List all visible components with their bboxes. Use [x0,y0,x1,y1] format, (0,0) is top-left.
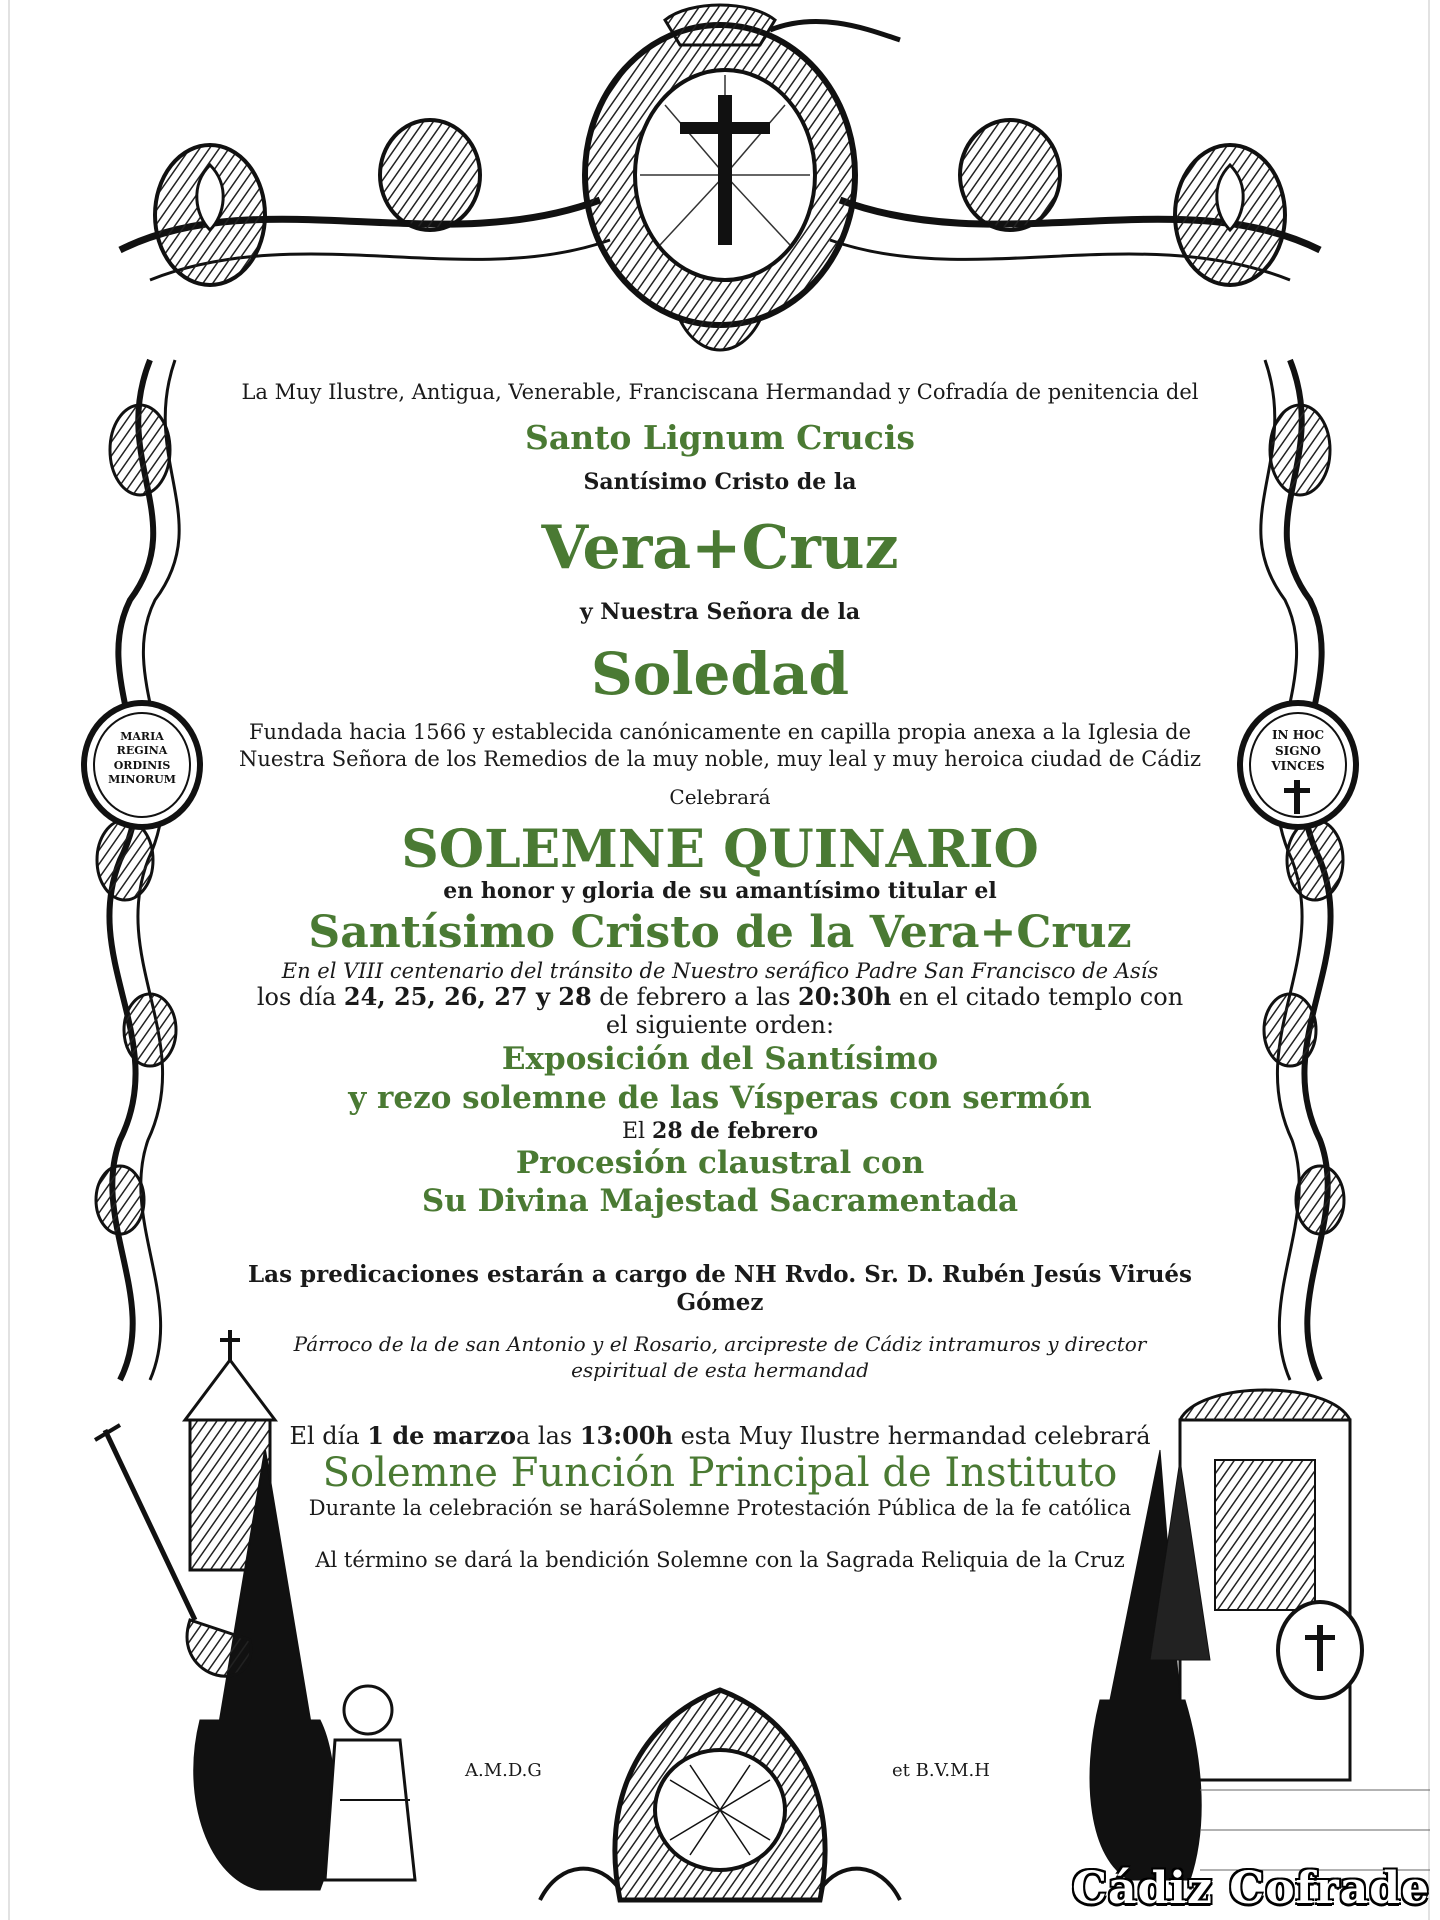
centenario-line: En el VIII centenario del tránsito de Nuestro seráfico Padre San Francisco de Asís [281,958,1159,983]
dates-pre: los día [256,982,344,1011]
parroco-line: Párroco de la de san Antonio y el Rosario, arcipreste de Cádiz intramuros y director espiritual de esta hermandad [293,1332,1147,1383]
march1-pre: El día [289,1422,368,1451]
quinario-title: SOLEMNE QUINARIO [401,819,1039,881]
en-honor-line: en honor y gloria de su amantísimo titular el [443,877,997,904]
cristo-vera-cruz-title: Santísimo Cristo de la Vera+Cruz [308,906,1132,958]
exposicion-line: Exposición del Santísimo [501,1041,939,1078]
procesion-line: Procesión claustral con [515,1144,925,1181]
vera-cruz-title: Vera+Cruz [541,513,899,583]
watermark: Cádiz Cofrade [1071,1863,1430,1914]
cross-medallion [585,5,900,350]
nuestra-senora-line: y Nuestra Señora de la [579,599,861,625]
amdg-text: A.M.D.G [465,1760,542,1781]
march1-line [200,1421,1240,1450]
bottom-center-ornament [540,1690,900,1900]
quinario-dates [250,983,1190,1041]
march1-mid: a las [515,1422,580,1451]
feb28-pre: El [621,1118,653,1144]
dates-days: 24, 25, 26, 27 y 28 [343,981,592,1011]
predicaciones-line: Las predicaciones estarán a cargo de NH Rvdo. Sr. D. Rubén Jesús Virués Gómez [248,1261,1192,1317]
feb28-line [200,1118,1240,1144]
left-cartouche-text: MARIA REGINA ORDINIS MINORUM [108,730,176,786]
intro-line: La Muy Ilustre, Antigua, Venerable, Franciscana Hermandad y Cofradía de penitencia del [241,380,1199,404]
funcion-principal-title: Solemne Función Principal de Instituto [322,1450,1118,1497]
soledad-title: Soledad [590,640,850,708]
termino-line: Al término se dará la bendición Solemne con la Sagrada Reliquia de la Cruz [315,1548,1125,1573]
bvmh-text: et B.V.M.H [892,1760,990,1781]
march1-post: esta Muy Ilustre hermandad celebrará [672,1422,1151,1451]
announcement-text [200,380,1240,1572]
dates-time: 20:30h [798,981,892,1011]
dates-post: en el citado templo con el siguiente orden: [605,982,1184,1040]
march1-date: 1 de marzo [367,1421,516,1451]
rezo-line: y rezo solemne de las Vísperas con sermón [348,1079,1092,1116]
feb28-date: 28 de febrero [652,1117,819,1144]
fundada-paragraph: Fundada hacia 1566 y establecida canónicamente en capilla propia anexa a la Iglesia de Nuestra Señora de los Remedios de la muy noble, muy leal y muy heroica ciudad de Cádiz [238,719,1202,772]
santisimo-cristo-line: Santísimo Cristo de la [583,469,857,495]
celebrara-line: Celebrará [669,785,771,810]
durante-line: Durante la celebración se haráSolemne Protestación Pública de la fe católica [308,1496,1132,1521]
march1-time: 13:00h [579,1421,673,1451]
dates-mid: de febrero a las [591,982,799,1011]
divina-majestad-line: Su Divina Majestad Sacramentada [421,1183,1019,1220]
santo-lignum-title: Santo Lignum Crucis [524,418,915,457]
right-cartouche-text: IN HOC SIGNO VINCES [1271,728,1325,774]
